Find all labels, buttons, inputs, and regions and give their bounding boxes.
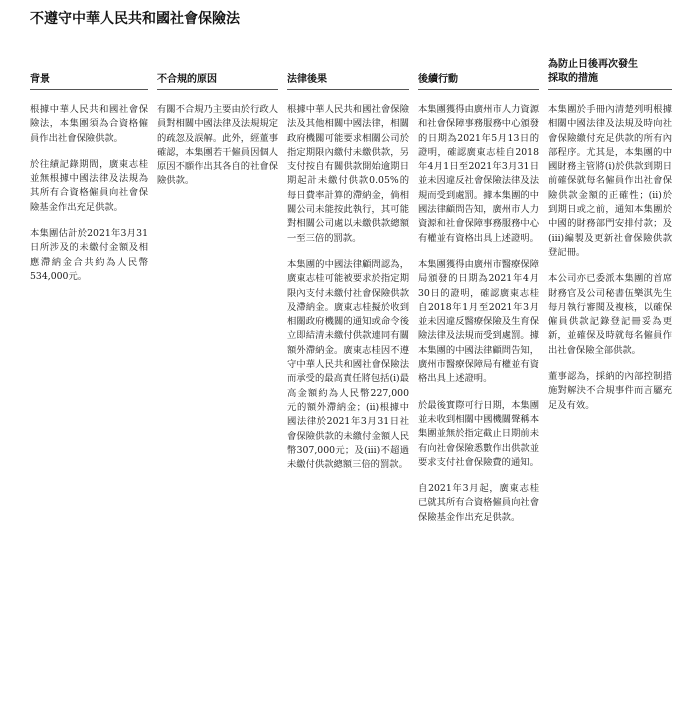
background-paragraph-2: 於往績記錄期間，廣東志桂並無根據中國法律及法規為其所有合資格僱員向社會保險基金作出充足供款。 — [30, 158, 148, 213]
measures-paragraph-1: 本集團於手冊內清楚列明根據相關中國法律及法規及時向社會保險繳付充足供款的所有內部程序。尤其是，本集團的中國財務主管將(i)於供款到期日前確保就每名僱員作出社會保險供款金額的正確性；(ii)於到期日或之前，通知本集團於中國的財務部門安排付款；及(iii)編製及更新社會保險供款登記冊。 — [548, 104, 672, 258]
header-rule — [157, 89, 278, 90]
header-rule — [30, 89, 148, 90]
header-reason: 不合規的原因 — [157, 74, 217, 85]
column-followup — [418, 103, 539, 537]
background-paragraph-1: 根據中華人民共和國社會保險法，本集團須為合資格僱員作出社會保險供款。 — [30, 104, 148, 144]
consequence-paragraph-2: 本集團的中國法律顧問認為，廣東志桂可能被要求於指定期限內支付未繳付社會保險供款及滯納金。廣東志桂擬於收到相關政府機關的通知或命令後立即結清未繳付供款連同有關額外滯納金。廣東志桂因不遵守中華人民共和國社會保險法而承受的最高責任將包括(i)最高金額約為人民幣227,000元的額外滯納金；(ii)根據中國法律於2021年3月31日社會保險供款的未繳付金額人民幣307,000元；及(iii)不超過未繳付供款總額三倍的罰款。 — [287, 258, 409, 471]
page-title: 不遵守中華人民共和國社會保險法 — [30, 11, 240, 27]
consequence-paragraph-1: 根據中華人民共和國社會保險法及其他相關中國法律，相關政府機關可能要求相關公司於指定期限內繳付未繳供款，另支付按自有關供款開始逾期日期起計未繳付供款0.05%的每日費率計算的滯納金，倘相關公司未能按此執行，其可能對相關公司處以未繳供款總額一至三倍的罰款。 — [287, 104, 409, 244]
column-background — [30, 103, 148, 296]
header-consequence: 法律後果 — [287, 74, 327, 85]
column-consequence — [287, 103, 409, 484]
background-paragraph-3: 本集團估計於2021年3月31日所涉及的未繳付金額及相應滯納金合共約為人民幣534,000元。 — [30, 228, 148, 282]
header-rule — [548, 89, 672, 90]
followup-paragraph-4: 自2021年3月起，廣東志桂已就其所有合資格僱員向社會保險基金作出充足供款。 — [418, 483, 539, 523]
followup-paragraph-2: 本集團獲得由廣州市醫療保障局頒發的日期為2021年4月30日的證明，確認廣東志桂自2018年1月至2021年3月並未因違反醫療保險及生育保險法律及法規而受到處罰。據本集團的中國法律顧問告知，廣州市醫療保障局有權並有資格出具上述證明。 — [418, 258, 539, 385]
header-rule — [287, 89, 409, 90]
reason-paragraph-1: 有關不合規乃主要由於行政人員對相關中國法律及法規規定的疏忽及誤解。此外，經董事確認，本集團若干僱員因個人原因不願作出其各自的社會保險供款。 — [157, 104, 278, 187]
header-rule — [418, 89, 539, 90]
column-measures — [548, 103, 672, 425]
measures-paragraph-3: 董事認為，採納的內部控制措施對解決不合規事件而言屬充足及有效。 — [548, 371, 672, 411]
header-followup: 後續行動 — [418, 74, 458, 85]
header-background: 背景 — [30, 74, 50, 85]
followup-paragraph-3: 於最後實際可行日期，本集團並未收到相關中國機關聲稱本集團並無於指定截止日期前未有向社會保險悉數作出供款並要求支付社會保險費的通知。 — [418, 399, 539, 468]
measures-paragraph-2: 本公司亦已委派本集團的首席財務官及公司秘書伍樂淇先生每月執行審閱及複核，以確保僱員供款記錄登記冊妥為更新，並確保及時就每名僱員作出社會保險全部供款。 — [548, 273, 672, 356]
header-measures: 為防止日後再次發生 採取的措施 — [548, 59, 638, 84]
followup-paragraph-1: 本集團獲得由廣州市人力資源和社會保障事務服務中心頒發的日期為2021年5月13日的證明，確認廣東志桂自2018年4月1日至2021年3月31日並未因違反社會保險法律及法規而受到處罰。據本集團的中國法律顧問告知，廣州市人力資源和社會保障事務服務中心有權並有資格出具上述證明。 — [418, 104, 539, 244]
column-reason — [157, 103, 278, 201]
